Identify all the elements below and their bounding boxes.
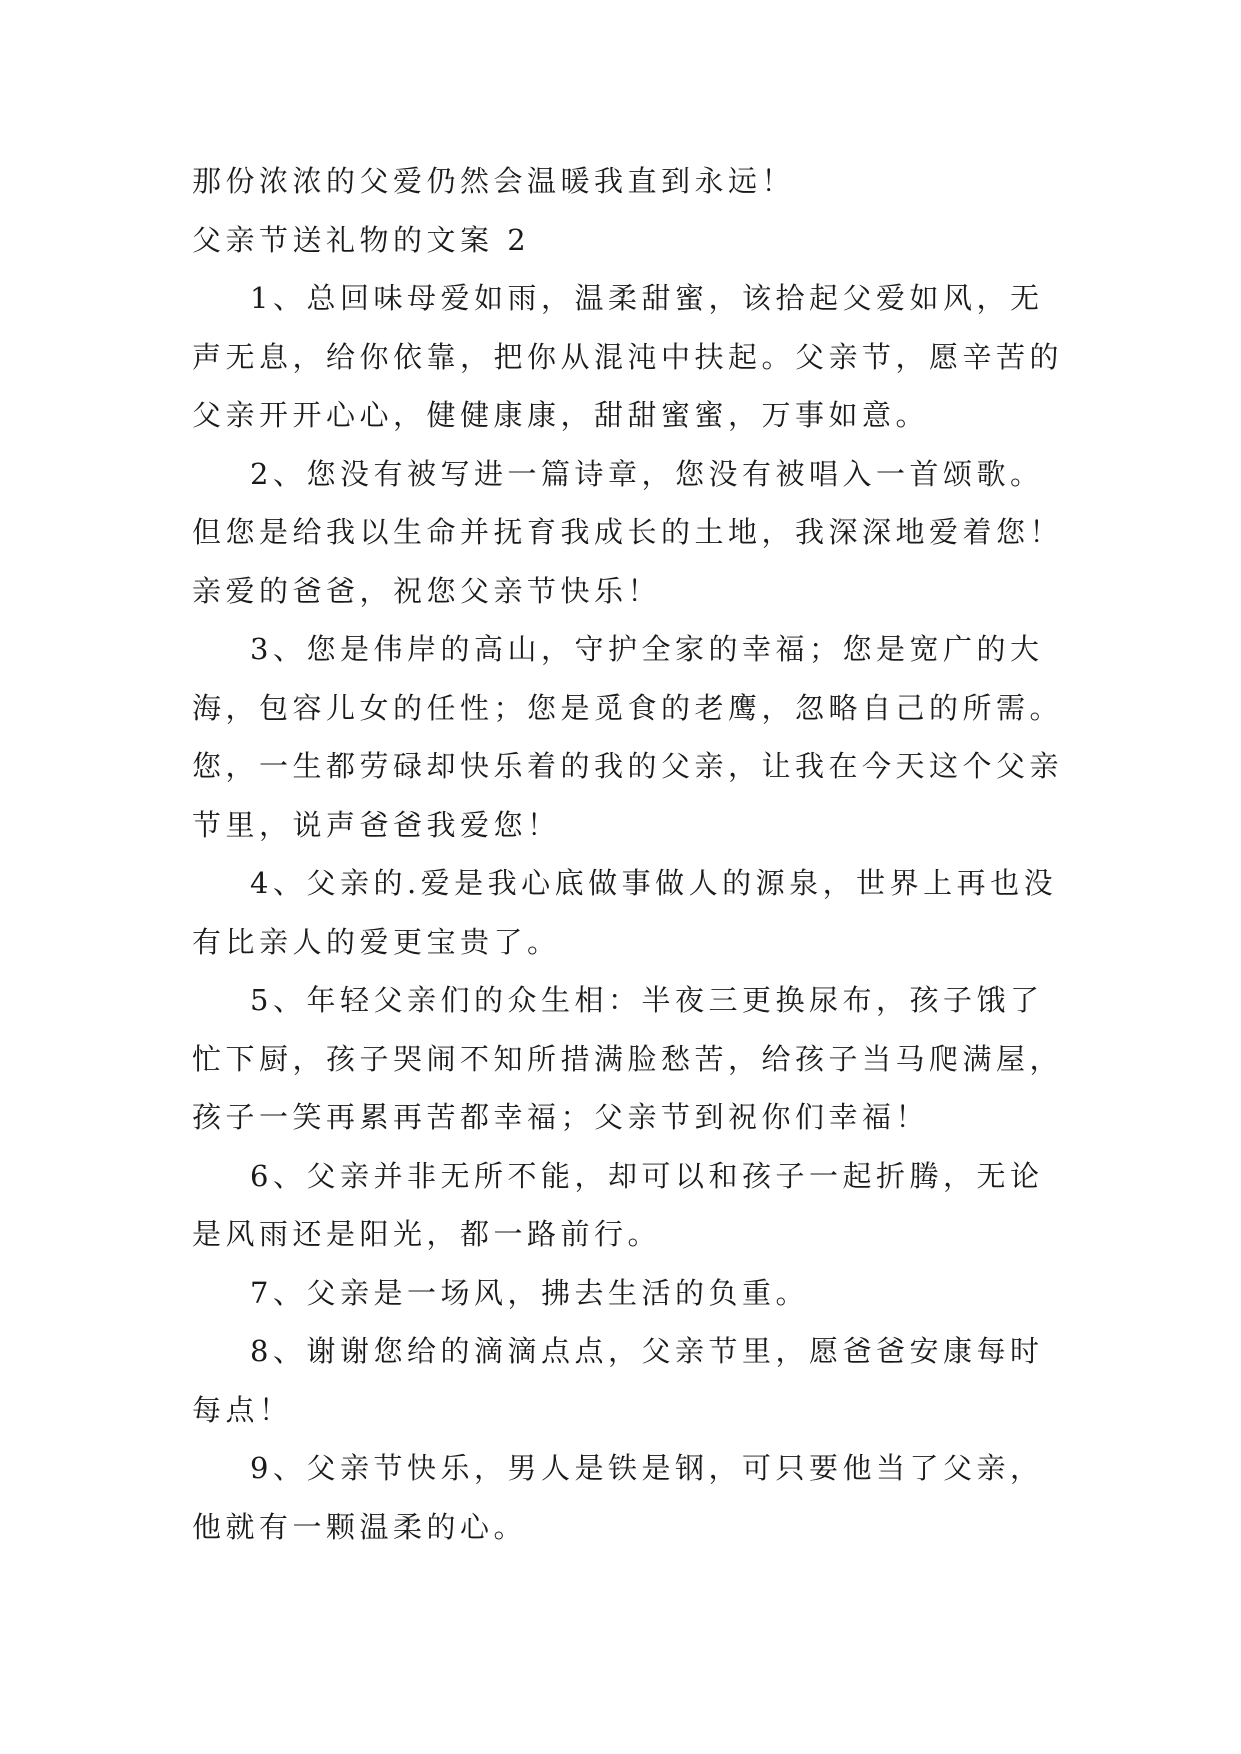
document-body [192,152,1072,1556]
text-line: 6、父亲并非无所不能，却可以和孩子一起折腾，无论 [250,1158,1044,1193]
text-line: 7、父亲是一场风，拂去生活的负重。 [250,1275,809,1310]
text-line: 是风雨还是阳光，都一路前行。 [192,1217,662,1251]
text-line: 父亲开开心心，健健康康，甜甜蜜蜜，万事如意。 [192,398,930,432]
text-line: 每点！ [192,1392,293,1427]
text-line: 4、父亲的.爱是我心底做事做人的源泉，世界上再也没 [250,866,1058,900]
text-line: 声无息，给你依靠，把你从混沌中扶起。父亲节，愿辛苦的 [192,339,1064,374]
text-line: 2、您没有被写进一篇诗章，您没有被唱入一首颂歌。 [250,456,1044,491]
section-title: 父亲节送礼物的文案 2 [192,222,531,257]
text-line: 那份浓浓的父爱仍然会温暖我直到永远！ [192,164,796,198]
text-line: 8、谢谢您给的滴滴点点，父亲节里，愿爸爸安康每时 [250,1334,1044,1368]
text-line: 海，包容儿女的任性；您是觅食的老鹰，忽略自己的所需。 [192,690,1064,725]
text-line: 有比亲人的爱更宝贵了。 [192,924,561,959]
text-line: 5、年轻父亲们的众生相：半夜三更换尿布，孩子饿了 [250,983,1044,1017]
text-line: 节里，说声爸爸我爱您！ [192,807,561,842]
text-line: 但您是给我以生命并抚育我成长的土地，我深深地爱着您！ [192,515,1064,549]
text-line: 9、父亲节快乐，男人是铁是钢，可只要他当了父亲， [250,1451,1044,1485]
text-line: 1、总回味母爱如雨，温柔甜蜜，该拾起父爱如风，无 [250,281,1044,315]
text-line: 您，一生都劳碌却快乐着的我的父亲，让我在今天这个父亲 [192,749,1064,783]
text-line: 亲爱的爸爸，祝您父亲节快乐！ [192,573,662,608]
text-line: 他就有一颗温柔的心。 [192,1509,528,1544]
text-line: 忙下厨，孩子哭闹不知所措满脸愁苦，给孩子当马爬满屋， [192,1041,1064,1076]
text-line: 3、您是伟岸的高山，守护全家的幸福；您是宽广的大 [250,632,1044,666]
text-line: 孩子一笑再累再苦都幸福；父亲节到祝你们幸福！ [192,1100,930,1134]
